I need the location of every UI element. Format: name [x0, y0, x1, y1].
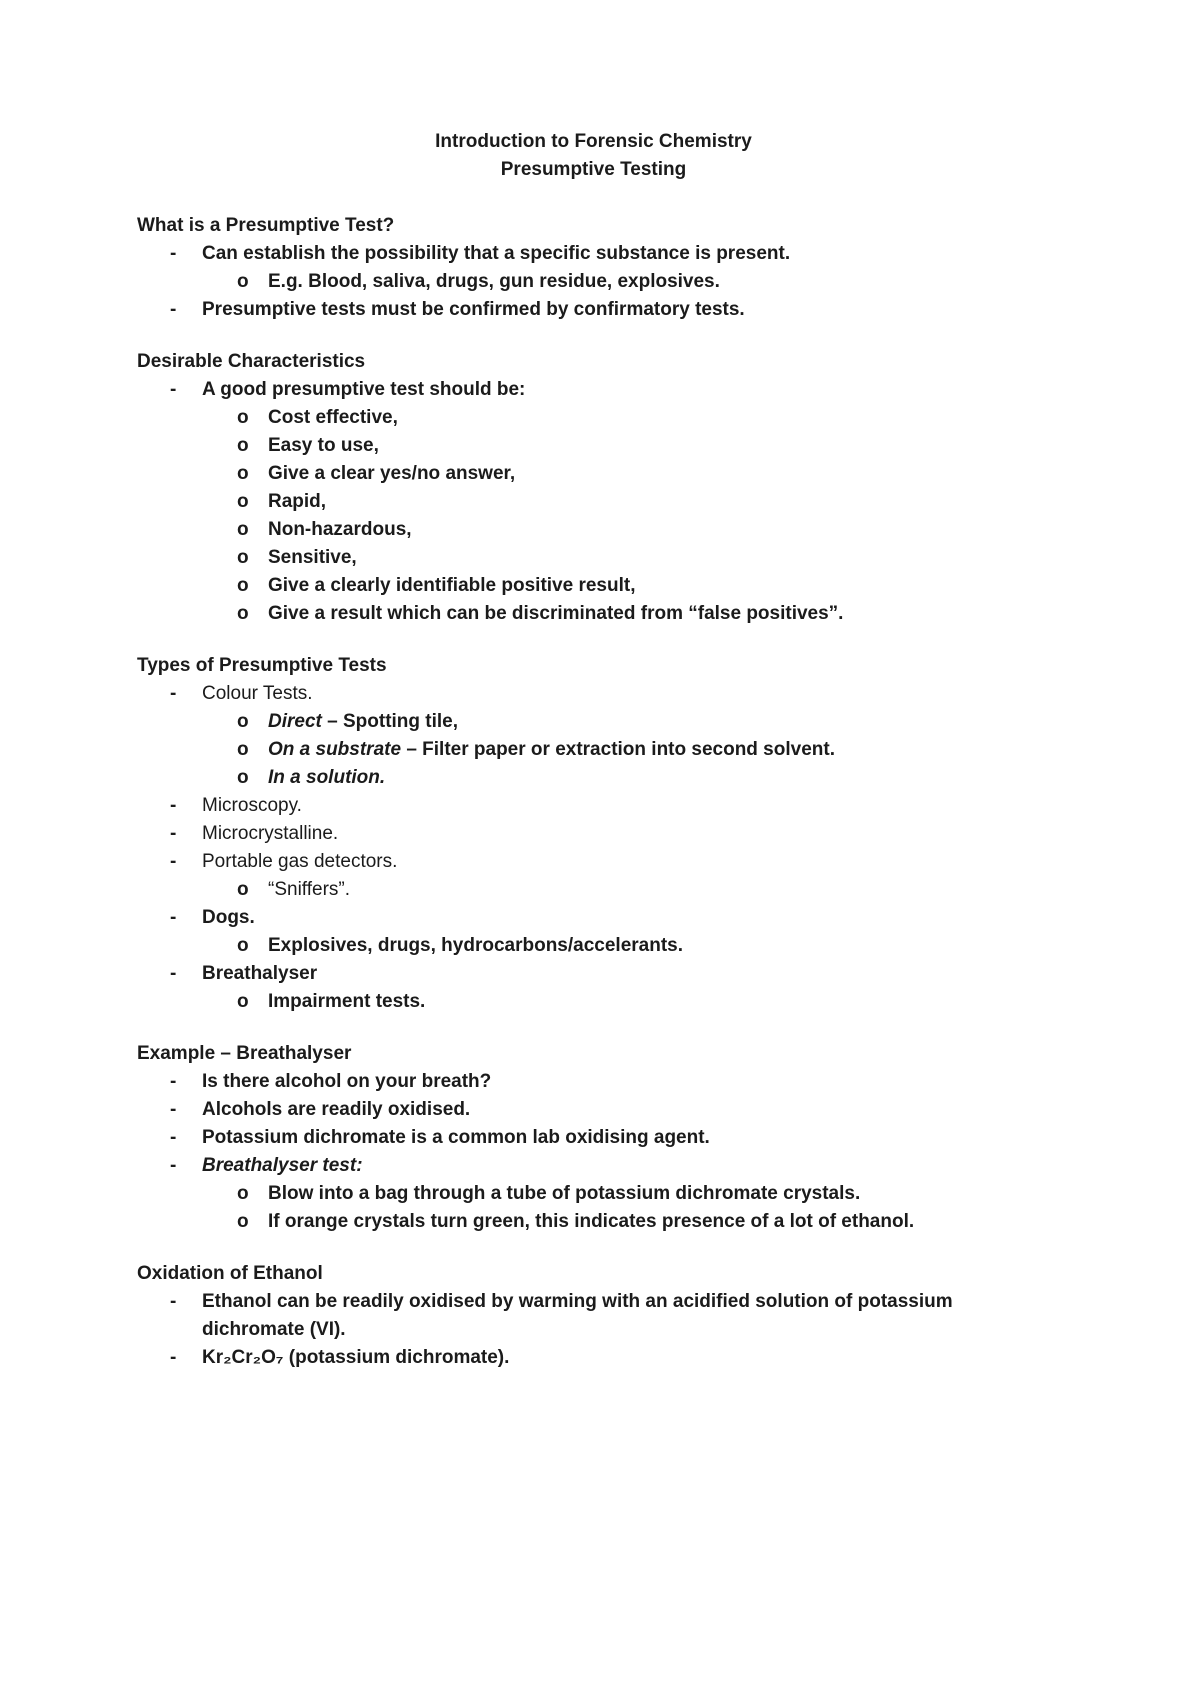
list-item	[137, 1152, 1050, 1180]
text-segment: If orange crystals turn green, this indicates presence of a lot of ethanol.	[268, 1211, 915, 1232]
circle-bullet-marker: o	[237, 271, 249, 292]
list-item-text	[268, 268, 1050, 296]
text-segment: Breathalyser test:	[202, 1155, 363, 1176]
list-item-text	[202, 240, 1050, 268]
dash-bullet-marker: -	[170, 907, 177, 928]
circle-bullet-marker: o	[237, 603, 249, 624]
section-heading: What is a Presumptive Test?	[137, 215, 395, 236]
circle-bullet-marker: o	[237, 407, 249, 428]
list-item	[137, 544, 1050, 572]
text-segment: Kr₂Cr₂O₇ (potassium dichromate).	[202, 1347, 510, 1368]
circle-bullet-marker: o	[237, 879, 249, 900]
list-item-text	[268, 460, 1050, 488]
dash-bullet-marker: -	[170, 379, 177, 400]
list-item	[137, 460, 1050, 488]
text-segment: Microscopy.	[202, 795, 302, 816]
text-segment: Give a clearly identifiable positive result,	[268, 575, 636, 596]
circle-bullet-marker: o	[237, 711, 249, 732]
section	[137, 348, 1050, 628]
list-item-text	[202, 1068, 1050, 1096]
list-item	[137, 268, 1050, 296]
dash-bullet-marker: -	[170, 963, 177, 984]
circle-bullet-marker: o	[237, 1211, 249, 1232]
list-item	[137, 736, 1050, 764]
document-title-block	[137, 128, 1050, 184]
text-segment: – Spotting tile,	[321, 711, 459, 732]
list-item	[137, 960, 1050, 988]
text-segment: In a solution.	[268, 767, 386, 788]
list-item-text	[268, 572, 1050, 600]
list-item	[137, 296, 1050, 324]
section	[137, 212, 1050, 324]
text-segment: Sensitive,	[268, 547, 357, 568]
list-item	[137, 1124, 1050, 1152]
list-item	[137, 764, 1050, 792]
list-item-text	[202, 904, 1050, 932]
list-item	[137, 848, 1050, 876]
text-segment: E.g. Blood, saliva, drugs, gun residue, explosives.	[268, 271, 720, 292]
list-item-text	[202, 1344, 1050, 1372]
document-subtitle: Presumptive Testing	[500, 159, 687, 180]
list-item	[137, 488, 1050, 516]
section-heading: Desirable Characteristics	[137, 351, 366, 372]
text-segment: Impairment tests.	[268, 991, 426, 1012]
list-item	[137, 792, 1050, 820]
list-item	[137, 1208, 1050, 1236]
text-segment: Give a result which can be discriminated from “false positives”.	[268, 603, 844, 624]
circle-bullet-marker: o	[237, 991, 249, 1012]
list-item-text	[268, 404, 1050, 432]
list-item-text	[268, 708, 1050, 736]
list-item-text	[202, 820, 1050, 848]
section-heading: Example – Breathalyser	[137, 1043, 352, 1064]
list-item-text	[268, 736, 1050, 764]
circle-bullet-marker: o	[237, 435, 249, 456]
list-item	[137, 1180, 1050, 1208]
list-item	[137, 932, 1050, 960]
section	[137, 1040, 1050, 1236]
list-item	[137, 904, 1050, 932]
text-segment: Explosives, drugs, hydrocarbons/accelerants.	[268, 935, 683, 956]
list-item-text	[268, 988, 1050, 1016]
text-segment: Dogs.	[202, 907, 255, 928]
list-item-text	[268, 1208, 1050, 1236]
list-item-text	[202, 960, 1050, 988]
text-segment: On a substrate	[268, 739, 402, 760]
text-segment: Can establish the possibility that a specific substance is present.	[202, 243, 791, 264]
list-item-text	[268, 1180, 1050, 1208]
list-item-text	[202, 680, 1050, 708]
section-heading: Oxidation of Ethanol	[137, 1263, 323, 1284]
list-item-text	[202, 1152, 1050, 1180]
list-item	[137, 988, 1050, 1016]
dash-bullet-marker: -	[170, 1347, 177, 1368]
dash-bullet-marker: -	[170, 823, 177, 844]
text-segment: Blow into a bag through a tube of potassium dichromate crystals.	[268, 1183, 861, 1204]
text-segment: Microcrystalline.	[202, 823, 339, 844]
text-segment: Alcohols are readily oxidised.	[202, 1099, 471, 1120]
list-item-text	[202, 296, 1050, 324]
circle-bullet-marker: o	[237, 1183, 249, 1204]
list-item-text	[268, 544, 1050, 572]
dash-bullet-marker: -	[170, 683, 177, 704]
list-item	[137, 1344, 1050, 1372]
list-item	[137, 404, 1050, 432]
list-item-text	[268, 932, 1050, 960]
text-segment: Ethanol can be readily oxidised by warming with an acidified solution of potassium dichromate (VI).	[202, 1291, 953, 1340]
text-segment: Presumptive tests must be confirmed by confirmatory tests.	[202, 299, 745, 320]
list-item-text	[268, 432, 1050, 460]
dash-bullet-marker: -	[170, 243, 177, 264]
text-segment: Breathalyser	[202, 963, 318, 984]
list-item	[137, 820, 1050, 848]
dash-bullet-marker: -	[170, 299, 177, 320]
text-segment: Colour Tests.	[202, 683, 313, 704]
list-item	[137, 600, 1050, 628]
list-item	[137, 1288, 1050, 1344]
list-item	[137, 1096, 1050, 1124]
dash-bullet-marker: -	[170, 795, 177, 816]
list-item-text	[202, 1124, 1050, 1152]
list-item-text	[268, 516, 1050, 544]
dash-bullet-marker: -	[170, 1291, 177, 1312]
list-item	[137, 432, 1050, 460]
circle-bullet-marker: o	[237, 547, 249, 568]
text-segment: – Filter paper or extraction into second solvent.	[401, 739, 835, 760]
text-segment: Portable gas detectors.	[202, 851, 398, 872]
dash-bullet-marker: -	[170, 1071, 177, 1092]
circle-bullet-marker: o	[237, 519, 249, 540]
section	[137, 1260, 1050, 1372]
text-segment: A good presumptive test should be:	[202, 379, 526, 400]
circle-bullet-marker: o	[237, 739, 249, 760]
list-item	[137, 680, 1050, 708]
list-item	[137, 876, 1050, 904]
document-title: Introduction to Forensic Chemistry	[435, 131, 752, 152]
circle-bullet-marker: o	[237, 575, 249, 596]
dash-bullet-marker: -	[170, 1155, 177, 1176]
text-segment: Rapid,	[268, 491, 327, 512]
list-item-text	[202, 376, 1050, 404]
text-segment: Give a clear yes/no answer,	[268, 463, 516, 484]
list-item-text	[202, 1096, 1050, 1124]
list-item	[137, 708, 1050, 736]
section	[137, 652, 1050, 1016]
list-item-text	[268, 488, 1050, 516]
circle-bullet-marker: o	[237, 491, 249, 512]
circle-bullet-marker: o	[237, 935, 249, 956]
list-item	[137, 572, 1050, 600]
circle-bullet-marker: o	[237, 463, 249, 484]
text-segment: Cost effective,	[268, 407, 398, 428]
document-body	[137, 212, 1050, 1372]
circle-bullet-marker: o	[237, 767, 249, 788]
list-item-text	[202, 1288, 1050, 1344]
section-heading: Types of Presumptive Tests	[137, 655, 387, 676]
list-item	[137, 376, 1050, 404]
list-item	[137, 240, 1050, 268]
text-segment: Easy to use,	[268, 435, 379, 456]
list-item-text	[268, 876, 1050, 904]
list-item	[137, 1068, 1050, 1096]
dash-bullet-marker: -	[170, 1127, 177, 1148]
dash-bullet-marker: -	[170, 1099, 177, 1120]
list-item-text	[268, 764, 1050, 792]
text-segment: Potassium dichromate is a common lab oxidising agent.	[202, 1127, 710, 1148]
text-segment: “Sniffers”.	[268, 879, 351, 900]
list-item-text	[202, 792, 1050, 820]
text-segment: Non-hazardous,	[268, 519, 412, 540]
list-item-text	[268, 600, 1050, 628]
list-item-text	[202, 848, 1050, 876]
list-item	[137, 516, 1050, 544]
text-segment: Direct	[268, 711, 322, 732]
text-segment: Is there alcohol on your breath?	[202, 1071, 492, 1092]
dash-bullet-marker: -	[170, 851, 177, 872]
